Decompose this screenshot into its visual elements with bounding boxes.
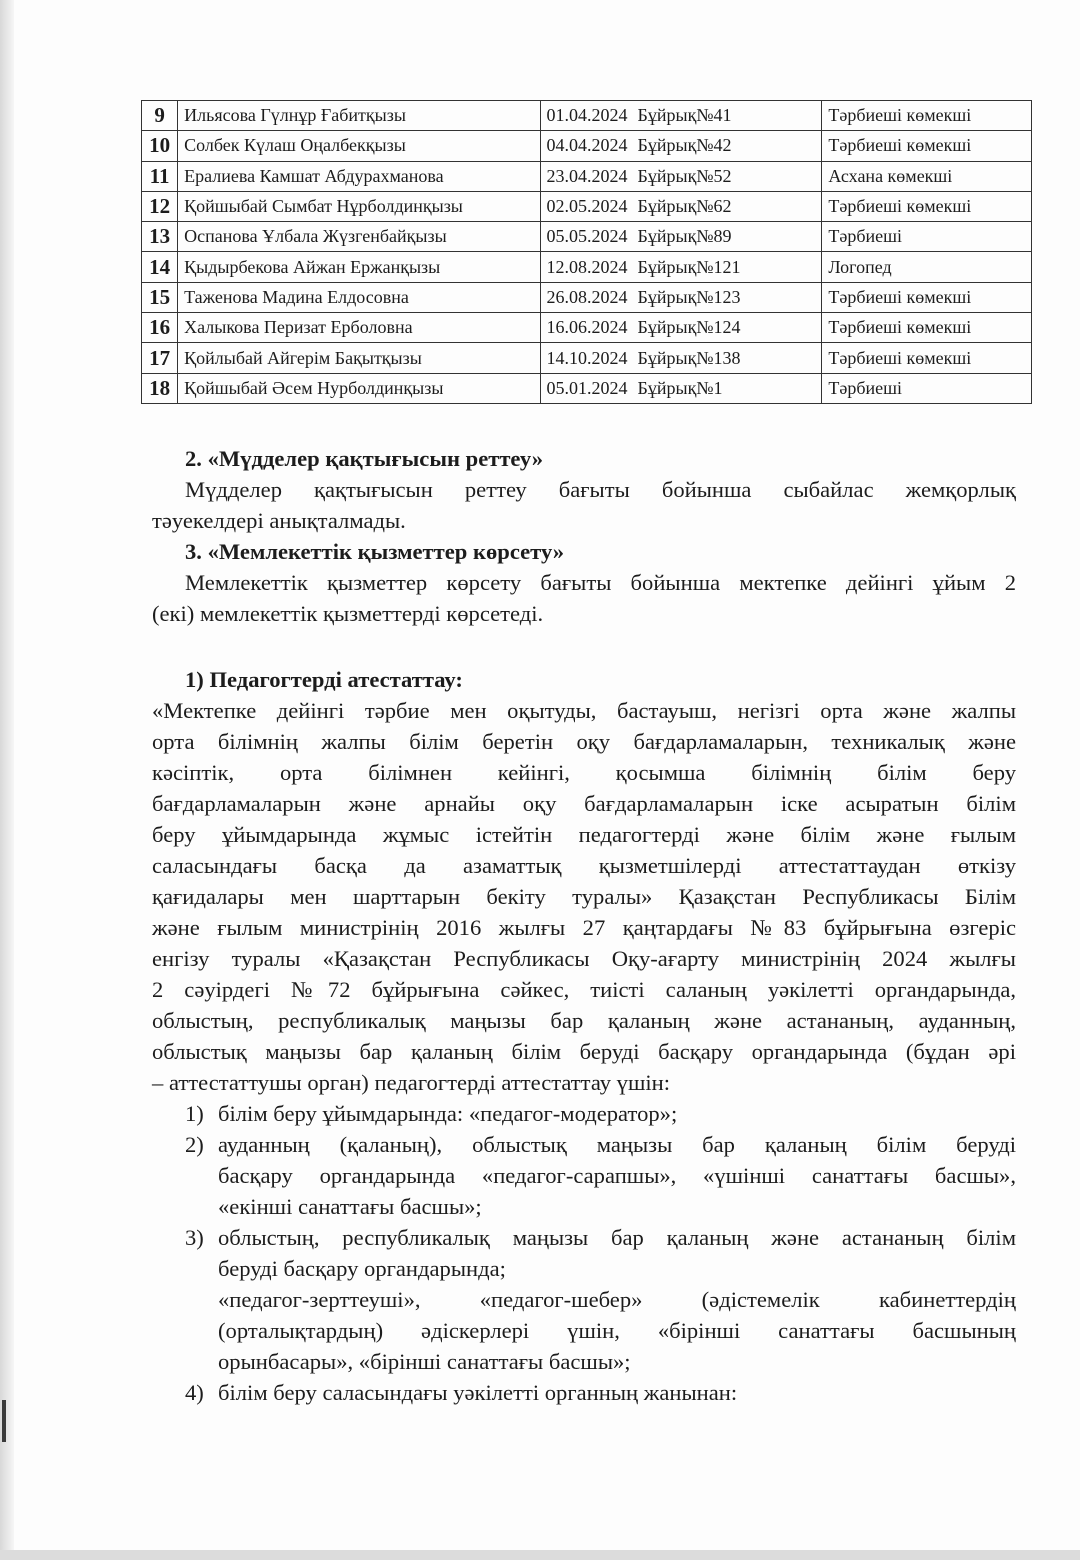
staff-table bbox=[141, 100, 1032, 404]
attestation-paragraph-line: «Мектепке дейінгі тәрбие мен оқытуды, бастауыш, негізгі орта және жалпы bbox=[152, 698, 1016, 723]
table-cell-number: 12 bbox=[142, 191, 178, 221]
list-item-1 bbox=[152, 1098, 1016, 1129]
order-date: 05.05.2024 bbox=[546, 226, 628, 247]
table-cell-number: 14 bbox=[142, 252, 178, 282]
scan-shadow-left bbox=[0, 0, 14, 1560]
table-cell-date-order bbox=[540, 313, 822, 343]
section-3-paragraph-line: Мемлекеттік қызметтер көрсету бағыты бойынша мектепке дейінгі ұйым 2 bbox=[185, 570, 1016, 595]
list-item-4 bbox=[152, 1377, 1016, 1408]
order-number: Бұйрық№62 bbox=[637, 196, 732, 217]
attestation-paragraph-line: және ғылым министрінің 2016 жылғы 27 қаңтардағы №83 бұйрығына өзгеріс bbox=[152, 915, 1016, 940]
section-2-paragraph-line: Мүдделер қақтығысын реттеу бағыты бойынша сыбайлас жемқорлық bbox=[185, 477, 1016, 502]
attestation-paragraph-line: саласындағы басқа да азаматтық қызметшілерді аттестаттаудан өткізу bbox=[152, 853, 1016, 878]
order-date: 05.01.2024 bbox=[546, 377, 628, 398]
table-cell-name: Ералиева Камшат Абдурахманова bbox=[178, 161, 540, 191]
table-row bbox=[142, 131, 1032, 161]
list-item-text: білім беру ұйымдарында: «педагог-модератор»; bbox=[218, 1101, 678, 1126]
scan-shadow-bottom bbox=[0, 1550, 1080, 1560]
attestation-heading: 1) Педагогтерді атестаттау: bbox=[185, 667, 463, 692]
section-3-paragraph-line: (екі) мемлекеттік қызметтерді көрсетеді. bbox=[152, 601, 544, 626]
order-number: Бұйрық№121 bbox=[637, 256, 741, 277]
list-item-continuation: орынбасары», «бірінші санаттағы басшы»; bbox=[218, 1349, 631, 1374]
list-item-continuation: басқару органдарында «педагог-сарапшы», «үшінші санаттағы басшы», bbox=[218, 1163, 1016, 1188]
table-cell-position: Тәрбиеші көмекші bbox=[822, 343, 1032, 373]
order-number: Бұйрық№42 bbox=[637, 135, 732, 156]
order-date: 12.08.2024 bbox=[546, 256, 628, 277]
table-cell-name: Ильясова Гүлнұр Ғабитқызы bbox=[178, 101, 540, 131]
table-cell-position: Тәрбиеші көмекші bbox=[822, 191, 1032, 221]
order-date: 23.04.2024 bbox=[546, 165, 628, 186]
table-cell-position: Логопед bbox=[822, 252, 1032, 282]
table-row bbox=[142, 222, 1032, 252]
table-cell-position: Тәрбиеші көмекші bbox=[822, 282, 1032, 312]
table-cell-position: Тәрбиеші көмекші bbox=[822, 101, 1032, 131]
order-number: Бұйрық№124 bbox=[637, 317, 741, 338]
list-item-number: 4) bbox=[185, 1380, 204, 1405]
table-cell-date-order bbox=[540, 222, 822, 252]
list-item-continuation: «екінші санаттағы басшы»; bbox=[218, 1194, 482, 1219]
order-date: 01.04.2024 bbox=[546, 105, 628, 126]
table-row bbox=[142, 252, 1032, 282]
table-row bbox=[142, 161, 1032, 191]
attestation-paragraph-line: беру ұйымдарында жұмыс істейтін педагогтерді және білім және ғылым bbox=[152, 822, 1016, 847]
attestation-paragraph bbox=[152, 695, 1016, 1067]
attestation-paragraph-last-line: – аттестаттушы орган) педагогтерді аттестаттау үшін: bbox=[152, 1070, 671, 1095]
list-item-text: білім беру саласындағы уәкілетті органның жанынан: bbox=[218, 1380, 738, 1405]
table-cell-name: Қойлыбай Айгерім Бақытқызы bbox=[178, 343, 540, 373]
table-cell-number: 15 bbox=[142, 282, 178, 312]
table-row bbox=[142, 313, 1032, 343]
attestation-paragraph-line: кәсіптік, орта білімнен кейінгі, қосымша білімнің білім беру bbox=[152, 760, 1016, 785]
attestation-list bbox=[152, 1098, 1016, 1408]
table-cell-date-order bbox=[540, 373, 822, 403]
table-cell-name: Қойшыбай Әсем Нурболдинқызы bbox=[178, 373, 540, 403]
table-row bbox=[142, 373, 1032, 403]
section-2-paragraph-line: тәуекелдері анықталмады. bbox=[152, 508, 406, 533]
attestation-section bbox=[152, 664, 1016, 1408]
table-cell-date-order bbox=[540, 282, 822, 312]
list-item-number: 1) bbox=[185, 1101, 204, 1126]
table-cell-name: Солбек Күлаш Оңалбекқызы bbox=[178, 131, 540, 161]
list-item-continuation: «педагог-зерттеуші», «педагог-шебер» (әдістемелік кабинеттердің bbox=[218, 1287, 1016, 1312]
list-item-continuation: (орталықтардың) әдіскерлері үшін, «бірінші санаттағы басшының bbox=[218, 1318, 1016, 1343]
table-cell-number: 18 bbox=[142, 373, 178, 403]
order-date: 16.06.2024 bbox=[546, 317, 628, 338]
table-cell-name: Қойшыбай Сымбат Нұрболдинқызы bbox=[178, 191, 540, 221]
list-item-2 bbox=[152, 1129, 1016, 1160]
table-cell-number: 17 bbox=[142, 343, 178, 373]
order-date: 14.10.2024 bbox=[546, 347, 628, 368]
attestation-paragraph-line: бағдарламаларын және арнайы оқу бағдарламаларын іске асыратын білім bbox=[152, 791, 1016, 816]
section-3-heading: 3. «Мемлекеттік қызметтер көрсету» bbox=[185, 539, 565, 564]
list-item-text: ауданның (қаланың), облыстық маңызы бар қаланың білім беруді bbox=[218, 1132, 1016, 1157]
table-cell-number: 11 bbox=[142, 161, 178, 191]
table-cell-date-order bbox=[540, 161, 822, 191]
table-cell-position: Тәрбиеші көмекші bbox=[822, 131, 1032, 161]
table-cell-position: Тәрбиеші bbox=[822, 373, 1032, 403]
table-cell-number: 16 bbox=[142, 313, 178, 343]
list-item-number: 3) bbox=[185, 1225, 204, 1250]
table-cell-date-order bbox=[540, 252, 822, 282]
table-cell-position: Тәрбиеші көмекші bbox=[822, 313, 1032, 343]
attestation-paragraph-line: қағидалары мен шарттарын бекіту туралы» Қазақстан Республикасы Білім bbox=[152, 884, 1016, 909]
table-cell-number: 13 bbox=[142, 222, 178, 252]
table-cell-number: 9 bbox=[142, 101, 178, 131]
section-2-heading: 2. «Мүдделер қақтығысын реттеу» bbox=[185, 446, 544, 471]
table-row bbox=[142, 282, 1032, 312]
table-row bbox=[142, 101, 1032, 131]
list-item-number: 2) bbox=[185, 1132, 204, 1157]
table-cell-position: Асхана көмекші bbox=[822, 161, 1032, 191]
order-date: 26.08.2024 bbox=[546, 286, 628, 307]
attestation-paragraph-line: енгізу туралы «Қазақстан Республикасы Оқу-ағарту министрінің 2024 жылғы bbox=[152, 946, 1016, 971]
table-cell-date-order bbox=[540, 131, 822, 161]
scan-artifact-mark bbox=[2, 1400, 6, 1442]
table-row bbox=[142, 191, 1032, 221]
staff-table-body bbox=[142, 101, 1032, 404]
list-item-continuation: беруді басқару органдарында; bbox=[218, 1256, 506, 1281]
order-number: Бұйрық№138 bbox=[637, 347, 741, 368]
order-number: Бұйрық№123 bbox=[637, 286, 741, 307]
order-number: Бұйрық№52 bbox=[637, 165, 732, 186]
table-cell-name: Оспанова Ұлбала Жүзгенбайқызы bbox=[178, 222, 540, 252]
order-number: Бұйрық№1 bbox=[637, 377, 723, 398]
order-number: Бұйрық№41 bbox=[637, 105, 732, 126]
order-date: 04.04.2024 bbox=[546, 135, 628, 156]
table-cell-date-order bbox=[540, 101, 822, 131]
attestation-paragraph-line: облыстың, республикалық маңызы бар қаланың және астананың, ауданның, bbox=[152, 1008, 1016, 1033]
table-cell-name: Қыдырбекова Айжан Ержанқызы bbox=[178, 252, 540, 282]
table-cell-date-order bbox=[540, 343, 822, 373]
attestation-paragraph-line: орта білімнің жалпы білім беретін оқу бағдарламаларын, техникалық және bbox=[152, 729, 1016, 754]
table-cell-name: Таженова Мадина Елдосовна bbox=[178, 282, 540, 312]
body-text bbox=[152, 443, 1016, 629]
order-number: Бұйрық№89 bbox=[637, 226, 732, 247]
table-row bbox=[142, 343, 1032, 373]
attestation-paragraph-line: 2 сәуірдегі №72 бұйрығына сәйкес, тиісті саланың уәкілетті органдарында, bbox=[152, 977, 1016, 1002]
table-cell-name: Халыкова Перизат Ерболовна bbox=[178, 313, 540, 343]
attestation-paragraph-line: облыстық маңызы бар қаланың білім беруді басқару органдарында (бұдан әрі bbox=[152, 1039, 1016, 1064]
table-cell-number: 10 bbox=[142, 131, 178, 161]
list-item-text: облыстың, республикалық маңызы бар қаланың және астананың білім bbox=[218, 1225, 1016, 1250]
list-item-3 bbox=[152, 1222, 1016, 1253]
table-cell-date-order bbox=[540, 191, 822, 221]
order-date: 02.05.2024 bbox=[546, 196, 628, 217]
table-cell-position: Тәрбиеші bbox=[822, 222, 1032, 252]
